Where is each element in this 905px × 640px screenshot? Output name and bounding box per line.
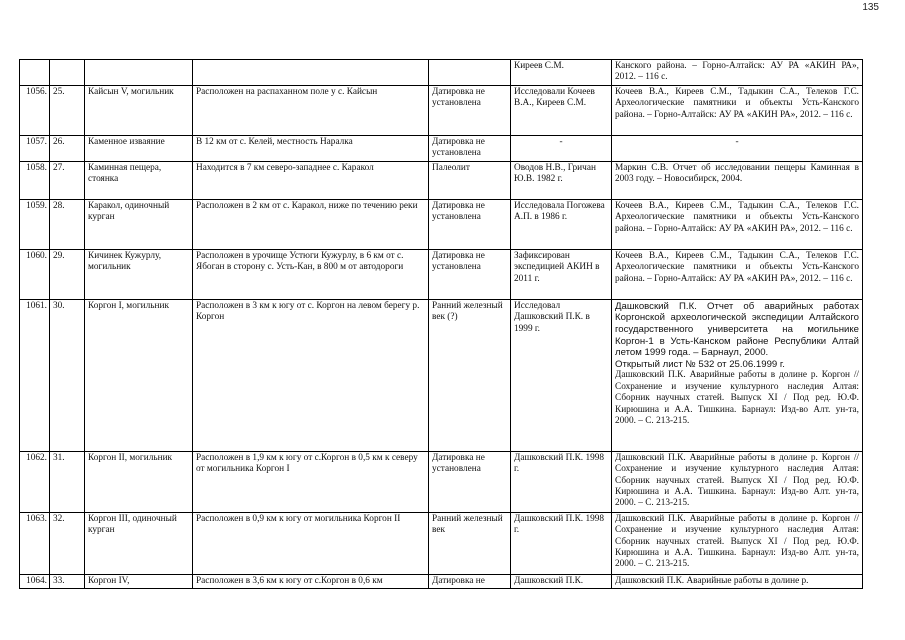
monument-researcher: Дашковский П.К. 1998 г. [511,512,612,574]
monument-location: Расположен в 3 км к югу от с. Коргон на левом берегу р. Коргон [193,299,429,451]
report-reference: Дашковский П.К. Отчет об аварийных работах Коргонской археологической экспедиции Алтайского государственного университета на могильнике Коргон-1 в Усть-Канском районе Республики Алтай летом 1999 года. – Барнаул, 2000. [615,300,859,359]
monument-dating: Датировка не установлена [429,249,511,299]
monument-literature [612,299,863,451]
monument-dating [429,60,511,86]
monument-literature: Канского района. – Горно-Алтайск: АУ РА «АКИН РА», 2012. – 116 с. [612,60,863,86]
monument-dating: Датировка не установлена [429,199,511,249]
monument-researcher: - [511,135,612,161]
row-sub-number: 27. [50,161,85,199]
row-sub-number: 29. [50,249,85,299]
monument-researcher: Зафиксирован экспедицией АКИН в 2011 г. [511,249,612,299]
row-number: 1057. [20,135,50,161]
monument-literature: Дашковский П.К. Аварийные работы в долине р. Коргон // Сохранение и изучение культурного наследия Алтая: Сборник научных статей. Выпуск XI / Под ред. Ю.Ф. Кирюшина и А.А. Тишкина. Барнаул: Изд-во Алт. ун-та, 2000. – С. 213-215. [612,451,863,512]
table-row [20,199,863,249]
monument-name: Коргон I, могильник [85,299,193,451]
publication-reference: Дашковский П.К. Аварийные работы в долине р. Коргон // Сохранение и изучение культурного наследия Алтая: Сборник научных статей. Выпуск XI / Под ред. Ю.Ф. Кирюшина и А.А. Тишкина. Барнаул: Изд-во Алт. ун-та, 2000. – С. 213-215. [615,370,859,426]
monuments-table [19,59,863,589]
monument-name: Коргон II, могильник [85,451,193,512]
monument-literature: Кочеев В.А., Киреев С.М., Тадыкин С.А., Телеков Г.С. Археологические памятники и объекты Усть-Канского района. – Горно-Алтайск: АУ РА «АКИН РА», 2012. – 116 с. [612,85,863,135]
table-row [20,512,863,574]
table-row [20,135,863,161]
monument-literature: Кочеев В.А., Киреев С.М., Тадыкин С.А., Телеков Г.С. Археологические памятники и объекты Усть-Канского района. – Горно-Алтайск: АУ РА «АКИН РА», 2012. – 116 с. [612,199,863,249]
row-number: 1060. [20,249,50,299]
row-number: 1062. [20,451,50,512]
monument-location: Расположен на распаханном поле у с. Кайсын [193,85,429,135]
monument-name: Коргон IV, [85,574,193,588]
monument-dating: Ранний железный век [429,512,511,574]
row-sub-number: 30. [50,299,85,451]
table-row [20,85,863,135]
monument-location: В 12 км от с. Келей, местность Наралка [193,135,429,161]
monument-literature: Дашковский П.К. Аварийные работы в долине р. Коргон // Сохранение и изучение культурного наследия Алтая: Сборник научных статей. Выпуск XI / Под ред. Ю.Ф. Кирюшина и А.А. Тишкина. Барнаул: Изд-во Алт. ун-та, 2000. – С. 213-215. [612,512,863,574]
row-number: 1056. [20,85,50,135]
monument-literature: - [612,135,863,161]
monument-dating: Палеолит [429,161,511,199]
row-sub-number: 31. [50,451,85,512]
row-sub-number: 32. [50,512,85,574]
table-row [20,299,863,451]
table-row [20,249,863,299]
row-number: 1061. [20,299,50,451]
monument-dating: Ранний железный век (?) [429,299,511,451]
monument-name: Каракол, одиночный курган [85,199,193,249]
monument-name: Кайсын V, могильник [85,85,193,135]
row-sub-number: 26. [50,135,85,161]
monument-researcher: Исследовали Кочеев В.А., Киреев С.М. [511,85,612,135]
row-number: 1059. [20,199,50,249]
monument-dating: Датировка не установлена [429,451,511,512]
monument-name: Кичинек Кужурлу, могильник [85,249,193,299]
monument-location: Находится в 7 км северо-западнее с. Каракол [193,161,429,199]
row-number: 1058. [20,161,50,199]
monument-location: Расположен в 2 км от с. Каракол, ниже по течению реки [193,199,429,249]
monument-name: Коргон III, одиночный курган [85,512,193,574]
page-number: 135 [862,2,879,13]
monument-location: Расположен в 0,9 км к югу от могильника Коргон II [193,512,429,574]
monument-name: Каминная пещера, стоянка [85,161,193,199]
row-number: 1064. [20,574,50,588]
monument-researcher: Оводов Н.В., Гричан Ю.В. 1982 г. [511,161,612,199]
monument-location [193,60,429,86]
monument-literature: Кочеев В.А., Киреев С.М., Тадыкин С.А., Телеков Г.С. Археологические памятники и объекты Усть-Канского района. – Горно-Алтайск: АУ РА «АКИН РА», 2012. – 116 с. [612,249,863,299]
table-row [20,451,863,512]
monument-researcher: Исследовал Дашковский П.К. в 1999 г. [511,299,612,451]
monument-literature: Маркин С.В. Отчет об исследовании пещеры Каминная в 2003 году. – Новосибирск, 2004. [612,161,863,199]
monument-literature: Дашковский П.К. Аварийные работы в долине р. [612,574,863,588]
row-sub-number: 28. [50,199,85,249]
row-sub-number: 25. [50,85,85,135]
monument-location: Расположен в 3,6 км к югу от с.Коргон в 0,6 км [193,574,429,588]
monument-name [85,60,193,86]
monument-dating: Датировка не установлена [429,85,511,135]
table-row [20,60,863,86]
monument-researcher: Киреев С.М. [511,60,612,86]
monument-name: Каменное изваяние [85,135,193,161]
monument-researcher: Исследовала Погожева А.П. в 1986 г. [511,199,612,249]
monument-researcher: Дашковский П.К. [511,574,612,588]
row-sub-number: 33. [50,574,85,588]
row-number [20,60,50,86]
monument-location: Расположен в 1,9 км к югу от с.Коргон в 0,5 км к северу от могильника Коргон I [193,451,429,512]
row-sub-number [50,60,85,86]
permit-reference: Открытый лист № 532 от 25.06.1999 г. [615,358,785,370]
monument-dating: Датировка не [429,574,511,588]
row-number: 1063. [20,512,50,574]
monument-researcher: Дашковский П.К. 1998 г. [511,451,612,512]
monument-dating: Датировка не установлена [429,135,511,161]
table-row [20,161,863,199]
monument-location: Расположен в урочище Устюги Кужурлу, в 6 км от с. Ябоган в сторону с. Усть-Кан, в 800 м от автодороги [193,249,429,299]
table-row [20,574,863,588]
